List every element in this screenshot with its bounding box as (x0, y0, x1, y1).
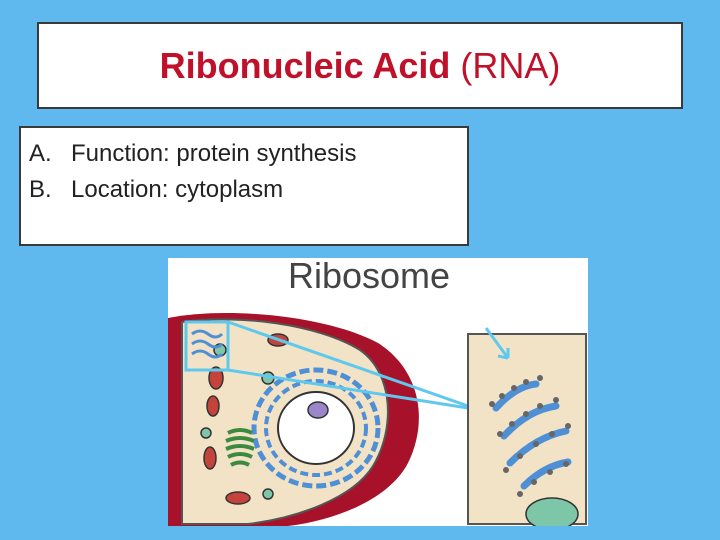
cell-illustration (168, 258, 588, 526)
figure-label: Ribosome (288, 258, 451, 296)
list-text-location: Location: cytoplasm (71, 176, 284, 203)
list-marker-a: A. (29, 140, 52, 167)
zoom-vesicle (526, 498, 578, 526)
list-item-location (29, 172, 459, 208)
title-bold: Ribonucleic Acid (159, 44, 451, 86)
ribosome-figure (168, 258, 588, 526)
list-item-function (29, 136, 459, 172)
list-marker-b: B. (29, 176, 52, 203)
list-text-function: Function: protein synthesis (71, 140, 357, 167)
title-box (37, 22, 683, 109)
bullet-box (19, 126, 469, 246)
nucleolus (308, 402, 328, 418)
title-rest: (RNA) (460, 44, 561, 86)
slide-title (160, 45, 561, 87)
